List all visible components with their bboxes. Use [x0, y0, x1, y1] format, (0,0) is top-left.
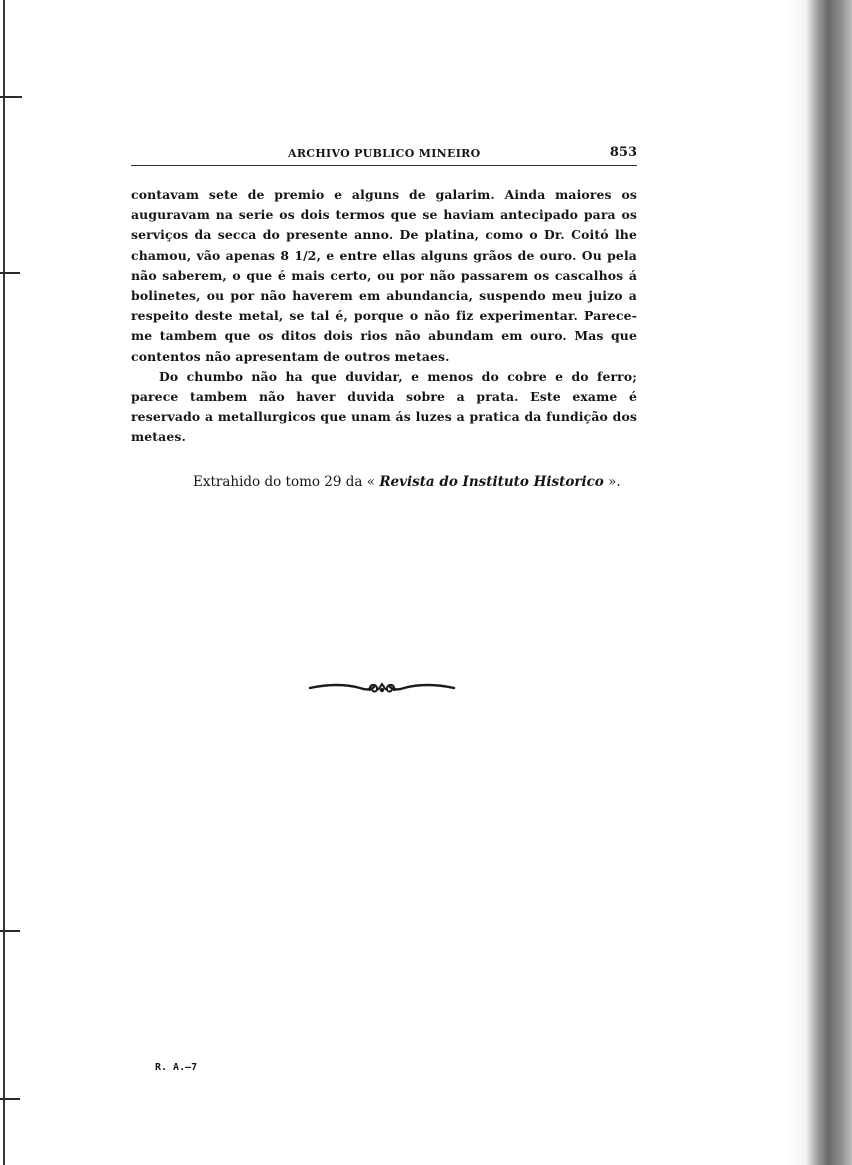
paragraph: Do chumbo não ha que duvidar, e menos do cobre e do ferro; parece tambem não haver duvida sobre a prata. Este exame é reservado a metallurgicos que unam ás luzes a pratica da fundição dos metaes.	[131, 368, 637, 445]
source-note	[193, 474, 621, 490]
paragraph: contavam sete de premio e alguns de galarim. Ainda maiores os auguravam na serie os dois termos que se haviam antecipado para os serviços da secca do presente anno. De platina, como o Dr. Coitó lhe chamou, vão apenas 8 1/2, e entre ellas alguns grãos de ouro. Ou pela não saberem, o que é mais certo, ou por não passarem os cascalhos á bolinetes, ou por não haverem em abundancia, suspendo meu juizo a respeito deste metal, se tal é, porque o não fiz experimentar. Parece-me tambem que os ditos dois rios não abundam em ouro. Mas que contentos não apresentam de outros metaes.	[131, 187, 637, 364]
binding-edge	[0, 0, 14, 1165]
binding-mark	[0, 96, 22, 98]
signature-mark: R. A.—7	[155, 1062, 198, 1073]
page-edge-shadow	[788, 0, 852, 1165]
journal-title: Revista do Instituto Historico	[379, 474, 604, 490]
source-note-suffix: ».	[603, 474, 621, 490]
header-rule	[131, 165, 637, 166]
source-note-prefix: Extrahido do tomo 29 da «	[193, 474, 380, 490]
running-header	[131, 144, 637, 164]
typographic-ornament	[308, 678, 456, 698]
body-text	[131, 185, 637, 448]
binding-mark	[0, 930, 20, 932]
binding-edge-line	[3, 0, 5, 1165]
page-number: 853	[609, 145, 637, 160]
binding-mark	[0, 272, 20, 274]
binding-mark	[0, 1098, 20, 1100]
running-title: ARCHIVO PUBLICO MINEIRO	[288, 147, 481, 160]
